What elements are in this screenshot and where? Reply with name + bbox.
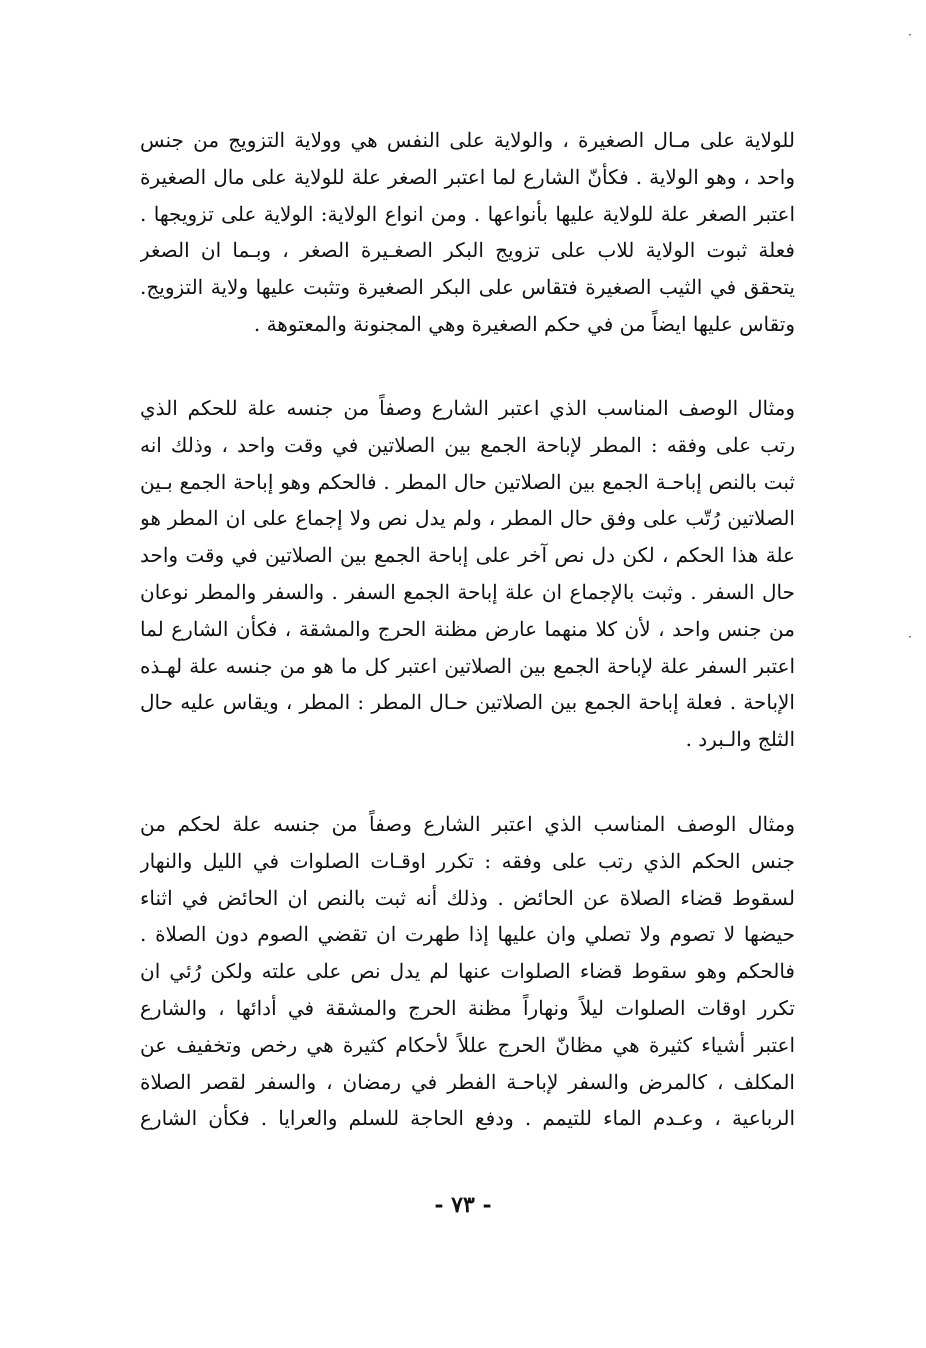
text-line: علة هذا الحكم ، لكن دل نص آخر على إباحة الجمع بين الصلاتين في وقت واحد [140, 543, 795, 568]
text-line: تكرر اوقات الصلوات ليلاً ونهاراً مظنة الحرج والمشقة في أدائها ، والشارع [140, 995, 795, 1020]
text-line: من جنس واحد ، لأن كلا منهما عارض مظنة الحرج والمشقة ، فكأن الشارع لما [140, 616, 795, 641]
text-line: واحد ، وهو الولاية . فكأنّ الشارع لما اعتبر الصغر علة للولاية على مال الصغيرة [140, 164, 795, 189]
margin-mark: · [908, 28, 912, 42]
text-line: للولاية على مـال الصغيرة ، والولاية على النفس هي وولاية التزويج من جنس [140, 128, 795, 152]
text-line: اعتبر السفر علة لإباحة الجمع بين الصلاتين اعتبر كل ما هو من جنسه علة لهـذه [140, 653, 795, 678]
text-line: ومثال الوصف المناسب الذي اعتبر الشارع وصفاً من جنسه علة لحكم من [140, 812, 795, 836]
text-line: اعتبر الصغر علة للولاية عليها بأنواعها . ومن انواع الولاية: الولاية على تزويجها . [140, 201, 795, 226]
text-line: يتحقق في الثيب الصغيرة فتقاس على البكر الصغيرة وتثبت عليها ولاية التزويج. [140, 275, 795, 300]
text-line: الصلاتين رُتّب على وفق حال المطر ، ولم يدل نص ولا إجماع على ان المطر هو [140, 506, 795, 531]
text-line: لسقوط قضاء الصلاة عن الحائض . وذلك أنه ثبت بالنص ان الحائض في اثناء [140, 885, 795, 910]
text-line: ومثال الوصف المناسب الذي اعتبر الشارع وصفاً من جنسه علة للحكم الذي [140, 396, 795, 420]
text-line: اعتبر أشياء كثيرة هي مظانّ الحرج عللاً لأحكام كثيرة هي رخص وتخفيف عن [140, 1032, 795, 1057]
paragraph-3 [140, 806, 795, 1137]
text-line: حيضها لا تصوم ولا تصلي وان عليها إذا طهرت ان تقضي الصوم دون الصلاة . [140, 922, 795, 947]
text-line: الإباحة . فعلة إباحة الجمع بين الصلاتين حـال المطر : المطر ، ويقاس عليه حال [140, 690, 795, 715]
text-line: حال السفر . وثبت بالإجماع ان علة إباحة الجمع السفر . والسفر والمطر نوعان [140, 579, 795, 604]
text-line: الثلج والـبرد . [685, 727, 795, 752]
page-number: - ٧٣ - [434, 1192, 492, 1218]
text-line: فعلة ثبوت الولاية للاب على تزويج البكر الصغـيرة الصغر ، وبـما ان الصغر [140, 238, 795, 263]
text-line: رتب على وفقه : المطر لإباحة الجمع بين الصلاتين في وقت واحد ، وذلك انه [140, 432, 795, 457]
text-line: المكلف ، كالمرض والسفر لإباحـة الفطر في رمضان ، والسفر لقصر الصلاة [140, 1069, 795, 1094]
margin-mark: · [908, 630, 912, 644]
text-line: جنس الحكم الذي رتب على وفقه : تكرر اوقـات الصلوات في الليل والنهار [140, 848, 795, 873]
text-line: الرباعية ، وعـدم الماء للتيمم . ودفع الحاجة للسلم والعرايا . فكأن الشارع [140, 1106, 795, 1131]
text-line: فالحكم وهو سقوط قضاء الصلوات عنها لم يدل نص على علته ولكن رُئي ان [140, 959, 795, 984]
text-line: وتقاس عليها ايضاً من في حكم الصغيرة وهي المجنونة والمعتوهة . [253, 311, 795, 336]
text-line: ثبت بالنص إباحـة الجمع بين الصلاتين حال المطر . فالحكم وهو إباحة الجمع بـين [140, 469, 795, 494]
paragraph-2 [140, 390, 795, 758]
paragraph-1 [140, 122, 795, 343]
